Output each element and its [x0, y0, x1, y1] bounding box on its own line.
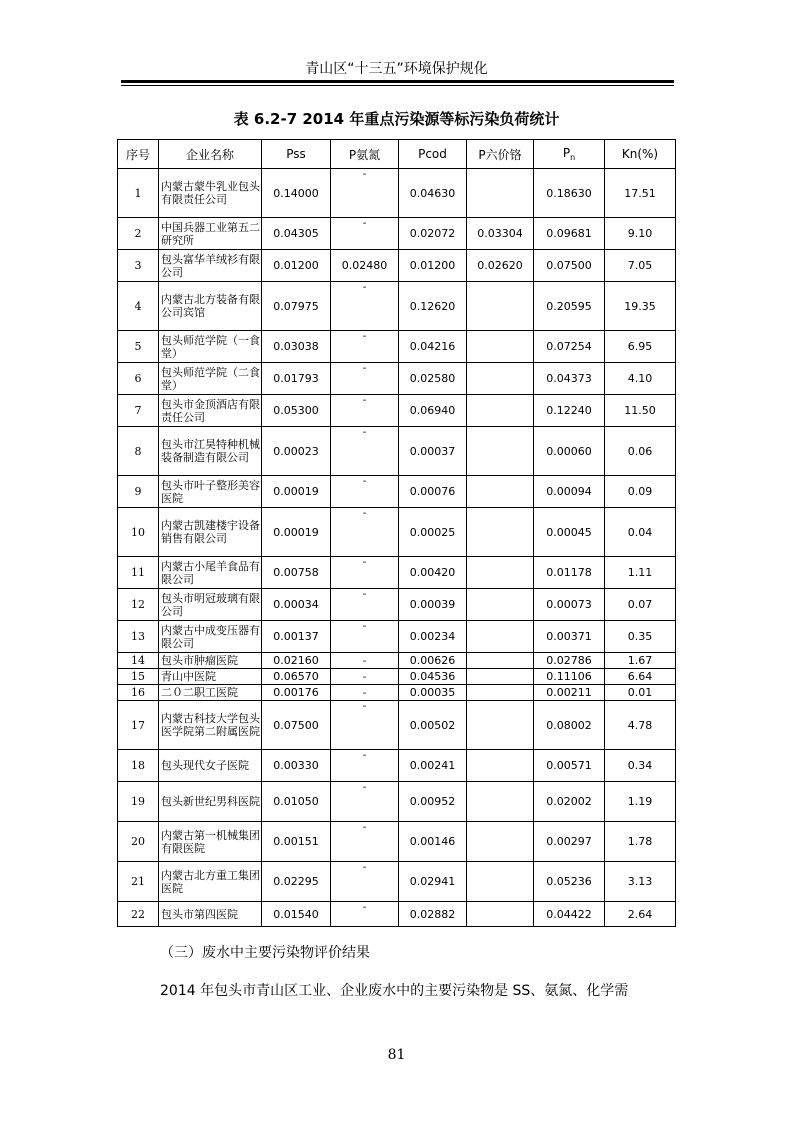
table-row: [118, 822, 676, 862]
row-p-ammonia-cell: [331, 557, 399, 589]
row-p-chromium-cell: 0.03304: [467, 218, 534, 250]
row-p-ammonia-cell: [331, 331, 399, 363]
row-pcod-cell: 0.00420: [399, 557, 467, 589]
table-row: [118, 589, 676, 621]
row-p-ammonia-cell: [331, 621, 399, 653]
row-company-cell: 包头市明冠玻璃有限公司: [159, 589, 262, 621]
table-row: [118, 169, 676, 218]
row-kn-cell: 0.01: [605, 685, 676, 701]
row-p-ammonia-cell: [331, 589, 399, 621]
row-pcod-cell: 0.02941: [399, 862, 467, 902]
row-pcod-cell: 0.04216: [399, 331, 467, 363]
row-p-chromium-cell: 0.02620: [467, 250, 534, 282]
row-company-cell: 青山中医院: [159, 669, 262, 685]
row-pn-cell: 0.02002: [534, 782, 605, 822]
table-row: [118, 508, 676, 557]
row-kn-cell: 1.78: [605, 822, 676, 862]
row-pss-cell: 0.05300: [262, 395, 331, 427]
row-company-cell: 内蒙古第一机械集团有限医院: [159, 822, 262, 862]
row-pn-cell: 0.00073: [534, 589, 605, 621]
row-company-cell: 包头市叶子整形美容医院: [159, 476, 262, 508]
row-p-chromium-cell: [467, 669, 534, 685]
row-pn-cell: 0.00371: [534, 621, 605, 653]
row-p-ammonia-cell: [331, 685, 399, 701]
dash-mark: -: [362, 557, 367, 568]
row-pss-cell: 0.02160: [262, 653, 331, 669]
row-seq-cell: 20: [118, 822, 159, 862]
row-p-ammonia-cell: [331, 782, 399, 822]
row-seq-cell: 16: [118, 685, 159, 701]
row-kn-cell: 0.35: [605, 621, 676, 653]
row-kn-cell: 19.35: [605, 282, 676, 331]
row-seq-cell: 5: [118, 331, 159, 363]
row-pss-cell: 0.00023: [262, 427, 331, 476]
row-pcod-cell: 0.12620: [399, 282, 467, 331]
row-seq-cell: 18: [118, 750, 159, 782]
row-seq-cell: 8: [118, 427, 159, 476]
table-row: [118, 282, 676, 331]
row-p-chromium-cell: [467, 395, 534, 427]
row-seq-cell: 10: [118, 508, 159, 557]
row-p-chromium-cell: [467, 902, 534, 927]
row-pss-cell: 0.00151: [262, 822, 331, 862]
dash-mark: -: [362, 621, 367, 632]
table-row: [118, 331, 676, 363]
row-company-cell: 二０二职工医院: [159, 685, 262, 701]
row-pcod-cell: 0.00039: [399, 589, 467, 621]
row-company-cell: 内蒙古科技大学包头医学院第二附属医院: [159, 701, 262, 750]
row-pcod-cell: 0.00626: [399, 653, 467, 669]
row-company-cell: 内蒙古北方重工集团医院: [159, 862, 262, 902]
row-pss-cell: 0.00758: [262, 557, 331, 589]
row-pss-cell: 0.06570: [262, 669, 331, 685]
table-header-row: [118, 140, 676, 169]
row-seq-cell: 12: [118, 589, 159, 621]
row-seq-cell: 14: [118, 653, 159, 669]
row-pss-cell: 0.00019: [262, 476, 331, 508]
pollution-load-table: [117, 139, 676, 927]
table-row: [118, 669, 676, 685]
row-pcod-cell: 0.00502: [399, 701, 467, 750]
row-p-chromium-cell: [467, 363, 534, 395]
row-pcod-cell: 0.02580: [399, 363, 467, 395]
row-p-chromium-cell: [467, 750, 534, 782]
dash-mark: -: [362, 589, 367, 600]
dash-mark: -: [362, 672, 367, 683]
header-rule-thin: [121, 85, 674, 86]
row-pss-cell: 0.01540: [262, 902, 331, 927]
row-pn-cell: 0.00060: [534, 427, 605, 476]
row-seq-cell: 3: [118, 250, 159, 282]
row-pss-cell: 0.00330: [262, 750, 331, 782]
table-row: [118, 701, 676, 750]
row-seq-cell: 1: [118, 169, 159, 218]
table-row: [118, 250, 676, 282]
row-seq-cell: 6: [118, 363, 159, 395]
table-row: [118, 902, 676, 927]
dash-mark: -: [362, 902, 367, 913]
row-pn-cell: 0.02786: [534, 653, 605, 669]
row-pn-cell: 0.00094: [534, 476, 605, 508]
row-kn-cell: 7.05: [605, 250, 676, 282]
row-p-chromium-cell: [467, 701, 534, 750]
dash-mark: -: [362, 822, 367, 833]
row-kn-cell: 0.34: [605, 750, 676, 782]
row-seq-cell: 7: [118, 395, 159, 427]
row-company-cell: 内蒙古北方装备有限公司宾馆: [159, 282, 262, 331]
row-company-cell: 内蒙古凯建楼宇设备销售有限公司: [159, 508, 262, 557]
table-title: 表 6.2-7 2014 年重点污染源等标污染负荷统计: [233, 110, 560, 128]
row-pcod-cell: 0.00025: [399, 508, 467, 557]
row-seq-cell: 4: [118, 282, 159, 331]
row-pcod-cell: 0.00146: [399, 822, 467, 862]
row-pn-cell: 0.00571: [534, 750, 605, 782]
dash-mark: -: [362, 862, 367, 873]
column-header-seq: 序号: [118, 140, 159, 169]
row-kn-cell: 3.13: [605, 862, 676, 902]
row-kn-cell: 0.06: [605, 427, 676, 476]
table-row: [118, 363, 676, 395]
table-row: [118, 782, 676, 822]
row-p-chromium-cell: [467, 685, 534, 701]
row-pss-cell: 0.07975: [262, 282, 331, 331]
row-p-ammonia-cell: [331, 701, 399, 750]
table-row: [118, 621, 676, 653]
row-kn-cell: 1.67: [605, 653, 676, 669]
row-seq-cell: 17: [118, 701, 159, 750]
column-header-p-ammonia: P氨氮: [331, 140, 399, 169]
row-p-ammonia-cell: [331, 508, 399, 557]
row-p-ammonia-cell: [331, 669, 399, 685]
row-pss-cell: 0.03038: [262, 331, 331, 363]
row-p-chromium-cell: [467, 782, 534, 822]
pn-header-main: P: [562, 146, 571, 160]
row-p-chromium-cell: [467, 427, 534, 476]
row-pcod-cell: 0.04536: [399, 669, 467, 685]
column-header-p-chromium: P六价铬: [467, 140, 534, 169]
row-pcod-cell: 0.00952: [399, 782, 467, 822]
row-p-chromium-cell: [467, 557, 534, 589]
row-pcod-cell: 0.00035: [399, 685, 467, 701]
row-pn-cell: 0.01178: [534, 557, 605, 589]
row-p-ammonia-cell: [331, 653, 399, 669]
row-kn-cell: 1.19: [605, 782, 676, 822]
table-row: [118, 685, 676, 701]
row-kn-cell: 0.04: [605, 508, 676, 557]
row-company-cell: 包头市江昊特种机械装备制造有限公司: [159, 427, 262, 476]
table-row: [118, 653, 676, 669]
pn-header-subscript: n: [570, 153, 576, 162]
page-number: 81: [387, 1047, 406, 1063]
row-seq-cell: 2: [118, 218, 159, 250]
column-header-kn: Kn(%): [605, 140, 676, 169]
row-kn-cell: 9.10: [605, 218, 676, 250]
row-p-ammonia-cell: [331, 395, 399, 427]
row-pss-cell: 0.00176: [262, 685, 331, 701]
section-heading: （三）废水中主要污染物评价结果: [160, 945, 370, 961]
row-pcod-cell: 0.00241: [399, 750, 467, 782]
row-kn-cell: 6.95: [605, 331, 676, 363]
row-kn-cell: 6.64: [605, 669, 676, 685]
header-rule-thick: [121, 80, 674, 83]
dash-mark: -: [362, 508, 367, 519]
row-pcod-cell: 0.01200: [399, 250, 467, 282]
row-pss-cell: 0.02295: [262, 862, 331, 902]
row-pn-cell: 0.07500: [534, 250, 605, 282]
row-pss-cell: 0.00137: [262, 621, 331, 653]
row-p-chromium-cell: [467, 169, 534, 218]
table-row: [118, 557, 676, 589]
row-company-cell: 包头师范学院（一食堂）: [159, 331, 262, 363]
row-p-ammonia-cell: [331, 427, 399, 476]
row-company-cell: 包头现代女子医院: [159, 750, 262, 782]
row-pn-cell: 0.12240: [534, 395, 605, 427]
row-p-chromium-cell: [467, 589, 534, 621]
row-p-ammonia-cell: 0.02480: [331, 250, 399, 282]
dash-mark: -: [362, 656, 367, 667]
row-company-cell: 内蒙古中成变压器有限公司: [159, 621, 262, 653]
row-p-ammonia-cell: [331, 218, 399, 250]
row-kn-cell: 0.09: [605, 476, 676, 508]
row-seq-cell: 21: [118, 862, 159, 902]
row-kn-cell: 11.50: [605, 395, 676, 427]
dash-mark: -: [362, 395, 367, 406]
table-row: [118, 862, 676, 902]
row-pn-cell: 0.08002: [534, 701, 605, 750]
row-pn-cell: 0.11106: [534, 669, 605, 685]
row-pcod-cell: 0.02882: [399, 902, 467, 927]
row-p-chromium-cell: [467, 862, 534, 902]
row-company-cell: 包头富华羊绒衫有限公司: [159, 250, 262, 282]
table-row: [118, 476, 676, 508]
row-p-ammonia-cell: [331, 282, 399, 331]
row-p-ammonia-cell: [331, 169, 399, 218]
row-company-cell: 中国兵器工业第五二研究所: [159, 218, 262, 250]
row-pn-cell: 0.04422: [534, 902, 605, 927]
dash-mark: -: [362, 750, 367, 761]
body-paragraph: 2014 年包头市青山区工业、企业废水中的主要污染物是 SS、氨氮、化学需: [160, 983, 629, 999]
dash-mark: -: [362, 476, 367, 487]
table-row: [118, 218, 676, 250]
row-kn-cell: 4.78: [605, 701, 676, 750]
row-seq-cell: 11: [118, 557, 159, 589]
row-pcod-cell: 0.00037: [399, 427, 467, 476]
table-body: [118, 169, 676, 927]
row-pcod-cell: 0.06940: [399, 395, 467, 427]
row-kn-cell: 1.11: [605, 557, 676, 589]
row-pn-cell: 0.18630: [534, 169, 605, 218]
row-pss-cell: 0.00019: [262, 508, 331, 557]
table-row: [118, 427, 676, 476]
row-pss-cell: 0.01793: [262, 363, 331, 395]
dash-mark: -: [362, 363, 367, 374]
row-pn-cell: 0.07254: [534, 331, 605, 363]
column-header-pn: [534, 140, 605, 169]
row-company-cell: 包头师范学院（二食堂）: [159, 363, 262, 395]
row-pn-cell: 0.00211: [534, 685, 605, 701]
row-seq-cell: 15: [118, 669, 159, 685]
row-p-ammonia-cell: [331, 862, 399, 902]
row-kn-cell: 4.10: [605, 363, 676, 395]
row-pss-cell: 0.07500: [262, 701, 331, 750]
row-pn-cell: 0.05236: [534, 862, 605, 902]
row-pn-cell: 0.09681: [534, 218, 605, 250]
row-pn-cell: 0.00045: [534, 508, 605, 557]
row-pcod-cell: 0.00076: [399, 476, 467, 508]
row-company-cell: 包头市金顶酒店有限责任公司: [159, 395, 262, 427]
row-pss-cell: 0.14000: [262, 169, 331, 218]
row-kn-cell: 2.64: [605, 902, 676, 927]
row-company-cell: 包头市肿瘤医院: [159, 653, 262, 669]
row-pcod-cell: 0.00234: [399, 621, 467, 653]
row-p-chromium-cell: [467, 476, 534, 508]
dash-mark: -: [362, 688, 367, 699]
running-header: 青山区“十三五”环境保护规化: [305, 61, 488, 77]
dash-mark: -: [362, 701, 367, 712]
row-pn-cell: 0.04373: [534, 363, 605, 395]
table-row: [118, 750, 676, 782]
row-p-chromium-cell: [467, 653, 534, 669]
row-p-chromium-cell: [467, 331, 534, 363]
column-header-company: 企业名称: [159, 140, 262, 169]
column-header-pcod: Pcod: [399, 140, 467, 169]
row-pn-cell: 0.20595: [534, 282, 605, 331]
dash-mark: -: [362, 782, 367, 793]
row-p-chromium-cell: [467, 508, 534, 557]
row-company-cell: 内蒙古蒙牛乳业包头有限责任公司: [159, 169, 262, 218]
row-pss-cell: 0.01200: [262, 250, 331, 282]
row-kn-cell: 0.07: [605, 589, 676, 621]
dash-mark: -: [362, 331, 367, 342]
row-pss-cell: 0.00034: [262, 589, 331, 621]
row-pcod-cell: 0.02072: [399, 218, 467, 250]
row-pcod-cell: 0.04630: [399, 169, 467, 218]
row-p-ammonia-cell: [331, 902, 399, 927]
row-seq-cell: 9: [118, 476, 159, 508]
row-p-ammonia-cell: [331, 476, 399, 508]
row-seq-cell: 19: [118, 782, 159, 822]
row-pss-cell: 0.01050: [262, 782, 331, 822]
row-company-cell: 内蒙古小尾羊食品有限公司: [159, 557, 262, 589]
row-seq-cell: 13: [118, 621, 159, 653]
row-p-ammonia-cell: [331, 822, 399, 862]
table-row: [118, 395, 676, 427]
row-p-ammonia-cell: [331, 363, 399, 395]
row-p-chromium-cell: [467, 822, 534, 862]
dash-mark: -: [362, 427, 367, 438]
dash-mark: -: [362, 169, 367, 180]
row-kn-cell: 17.51: [605, 169, 676, 218]
dash-mark: -: [362, 218, 367, 229]
row-company-cell: 包头新世纪男科医院: [159, 782, 262, 822]
column-header-pss: Pss: [262, 140, 331, 169]
row-pss-cell: 0.04305: [262, 218, 331, 250]
row-p-ammonia-cell: [331, 750, 399, 782]
dash-mark: -: [362, 282, 367, 293]
row-p-chromium-cell: [467, 621, 534, 653]
row-p-chromium-cell: [467, 282, 534, 331]
row-pn-cell: 0.00297: [534, 822, 605, 862]
row-seq-cell: 22: [118, 902, 159, 927]
row-company-cell: 包头市第四医院: [159, 902, 262, 927]
